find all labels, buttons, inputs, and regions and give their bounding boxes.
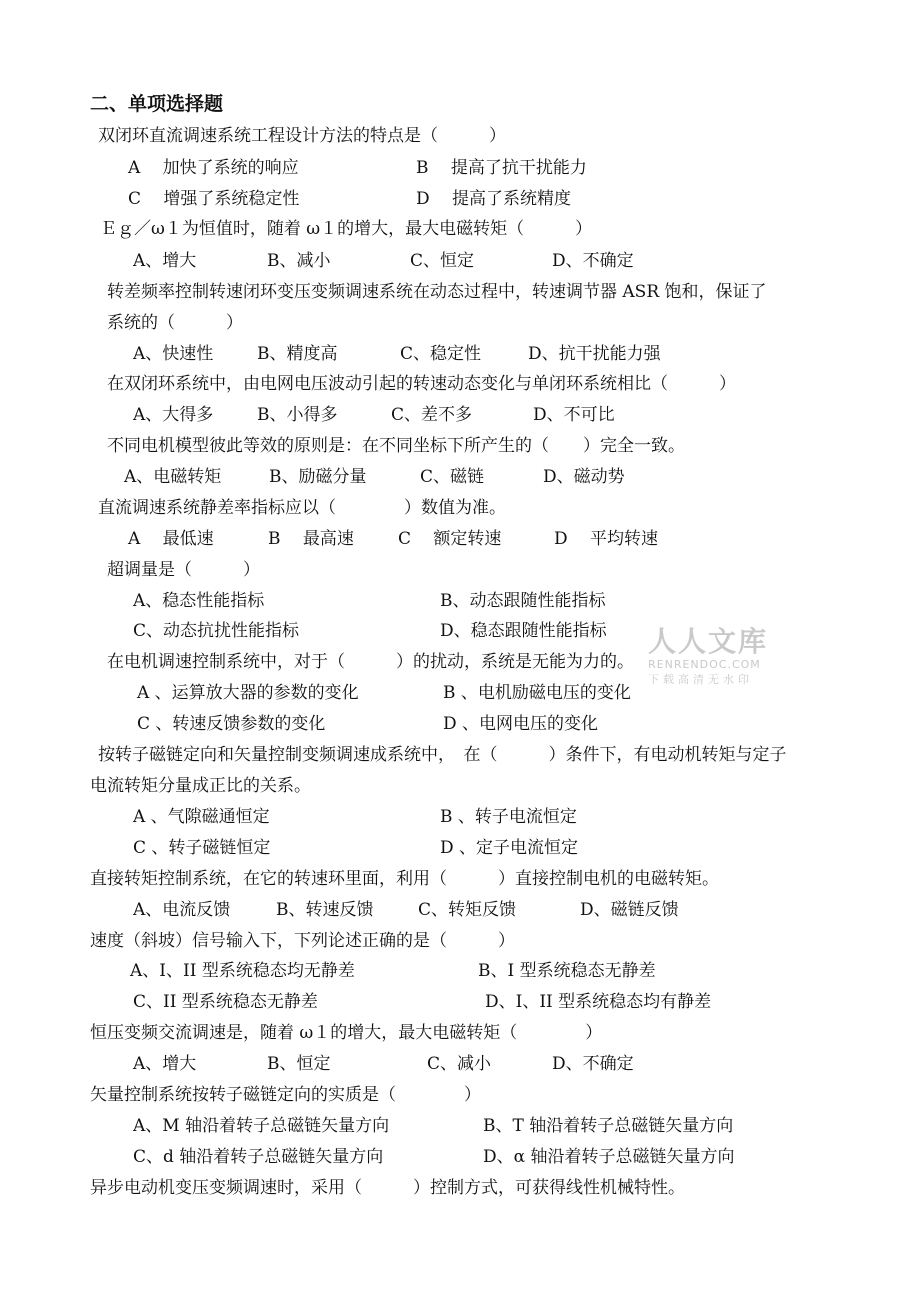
watermark-logo: 人人文库: [648, 625, 769, 658]
option-a: A、电磁转矩: [124, 467, 222, 487]
option-b: B 、电机励磁电压的变化: [443, 683, 631, 703]
option-b: B、励磁分量: [269, 467, 367, 487]
option-d: D、不确定: [552, 251, 634, 271]
option-a: A 、气隙磁通恒定: [133, 807, 270, 827]
option-c: C、转矩反馈: [418, 900, 517, 920]
option-b: B 提高了抗干扰能力: [416, 158, 587, 178]
question-text-cont: 系统的（ ）: [107, 313, 243, 333]
option-a: A、I、II 型系统稳态均无静差: [130, 961, 355, 981]
option-c: C 、转子磁链恒定: [133, 838, 271, 858]
option-d: D、I、II 型系统稳态均有静差: [485, 992, 712, 1012]
watermark-url: RENRENDOC.COM: [648, 658, 761, 671]
option-d: D、不可比: [533, 405, 615, 425]
option-a: A、稳态性能指标: [133, 591, 265, 611]
question-text: 转差频率控制转速闭环变压变频调速系统在动态过程中，转速调节器 ASR 饱和，保证了: [107, 282, 767, 302]
question-text: 按转子磁链定向和矢量控制变频调速成系统中， 在（ ）条件下，有电动机转矩与定子: [98, 745, 787, 765]
option-d: D、抗干扰能力强: [528, 344, 661, 364]
option-b: B、I 型系统稳态无静差: [478, 961, 656, 981]
watermark-slogan: 下载高清无水印: [648, 673, 753, 686]
option-d: D、磁链反馈: [580, 900, 679, 920]
option-a: A 最低速: [128, 529, 214, 549]
question-text: 恒压变频交流调速是，随着 ω１的增大，最大电磁转矩（ ）: [90, 1023, 603, 1043]
option-c: C、减小: [427, 1054, 492, 1074]
option-d: D、不确定: [552, 1054, 634, 1074]
question-text: 矢量控制系统按转子磁链定向的实质是（ ）: [90, 1085, 481, 1105]
question-text: 超调量是（ ）: [107, 560, 260, 580]
question-text: 异步电动机变压变频调速时，采用（ ）控制方式，可获得线性机械特性。: [90, 1178, 685, 1198]
option-c: C 额定转速: [398, 529, 502, 549]
option-b: B、小得多: [257, 405, 338, 425]
option-d: D 、电网电压的变化: [443, 714, 599, 734]
option-c: C、II 型系统稳态无静差: [133, 992, 318, 1012]
question-text-cont: 电流转矩分量成正比的关系。: [90, 776, 311, 796]
option-a: A、大得多: [133, 405, 214, 425]
option-b: B 最高速: [268, 529, 354, 549]
option-d: D 、定子电流恒定: [440, 838, 579, 858]
option-a: A、快速性: [133, 344, 214, 364]
option-d: D 提高了系统精度: [416, 189, 572, 209]
option-c: C、差不多: [391, 405, 473, 425]
option-c: C、恒定: [410, 251, 475, 271]
option-c: C 、转速反馈参数的变化: [137, 714, 326, 734]
option-b: B、恒定: [267, 1054, 331, 1074]
option-a: A、增大: [133, 1054, 197, 1074]
option-b: B、减小: [267, 251, 331, 271]
question-text: 在电机调速控制系统中，对于（ ）的扰动，系统是无能为力的。: [107, 652, 634, 672]
option-d: D、α 轴沿着转子总磁链矢量方向: [483, 1147, 735, 1167]
option-c: C、磁链: [420, 467, 485, 487]
question-text: 在双闭环系统中，由电网电压波动引起的转速动态变化与单闭环系统相比（ ）: [107, 374, 736, 394]
watermark: [648, 620, 768, 687]
option-d: D 平均转速: [554, 529, 659, 549]
question-text: 速度（斜坡）信号输入下，下列论述正确的是（ ）: [90, 931, 515, 951]
question-text: 直流调速系统静差率指标应以（ ）数值为准。: [98, 498, 506, 518]
question-text: 双闭环直流调速系统工程设计方法的特点是（ ）: [98, 126, 506, 146]
option-b: B、精度高: [257, 344, 338, 364]
option-a: A、M 轴沿着转子总磁链矢量方向: [133, 1116, 390, 1136]
option-d: D、稳态跟随性能指标: [440, 621, 607, 641]
question-text: 直接转矩控制系统，在它的转速环里面，利用（ ）直接控制电机的电磁转矩。: [90, 869, 719, 889]
option-b: B、动态跟随性能指标: [440, 591, 606, 611]
option-a: A、增大: [133, 251, 197, 271]
page-heading: 二、单项选择题: [90, 93, 224, 115]
option-b: B、T 轴沿着转子总磁链矢量方向: [483, 1116, 734, 1136]
option-a: A 加快了系统的响应: [128, 158, 299, 178]
question-text: 不同电机模型彼此等效的原则是：在不同坐标下所产生的（ ）完全一致。: [107, 436, 685, 456]
option-c: C 增强了系统稳定性: [128, 189, 300, 209]
option-b: B、转速反馈: [276, 900, 374, 920]
option-b: B 、转子电流恒定: [440, 807, 577, 827]
option-a: A、电流反馈: [133, 900, 231, 920]
question-text: Ｅｇ／ω１为恒值时，随着 ω１的增大，最大电磁转矩（ ）: [100, 219, 593, 239]
option-c: C、d 轴沿着转子总磁链矢量方向: [133, 1147, 384, 1167]
option-a: A 、运算放大器的参数的变化: [137, 683, 359, 703]
option-d: D、磁动势: [543, 467, 625, 487]
option-c: C、稳定性: [400, 344, 482, 364]
option-c: C、动态抗扰性能指标: [133, 621, 300, 641]
